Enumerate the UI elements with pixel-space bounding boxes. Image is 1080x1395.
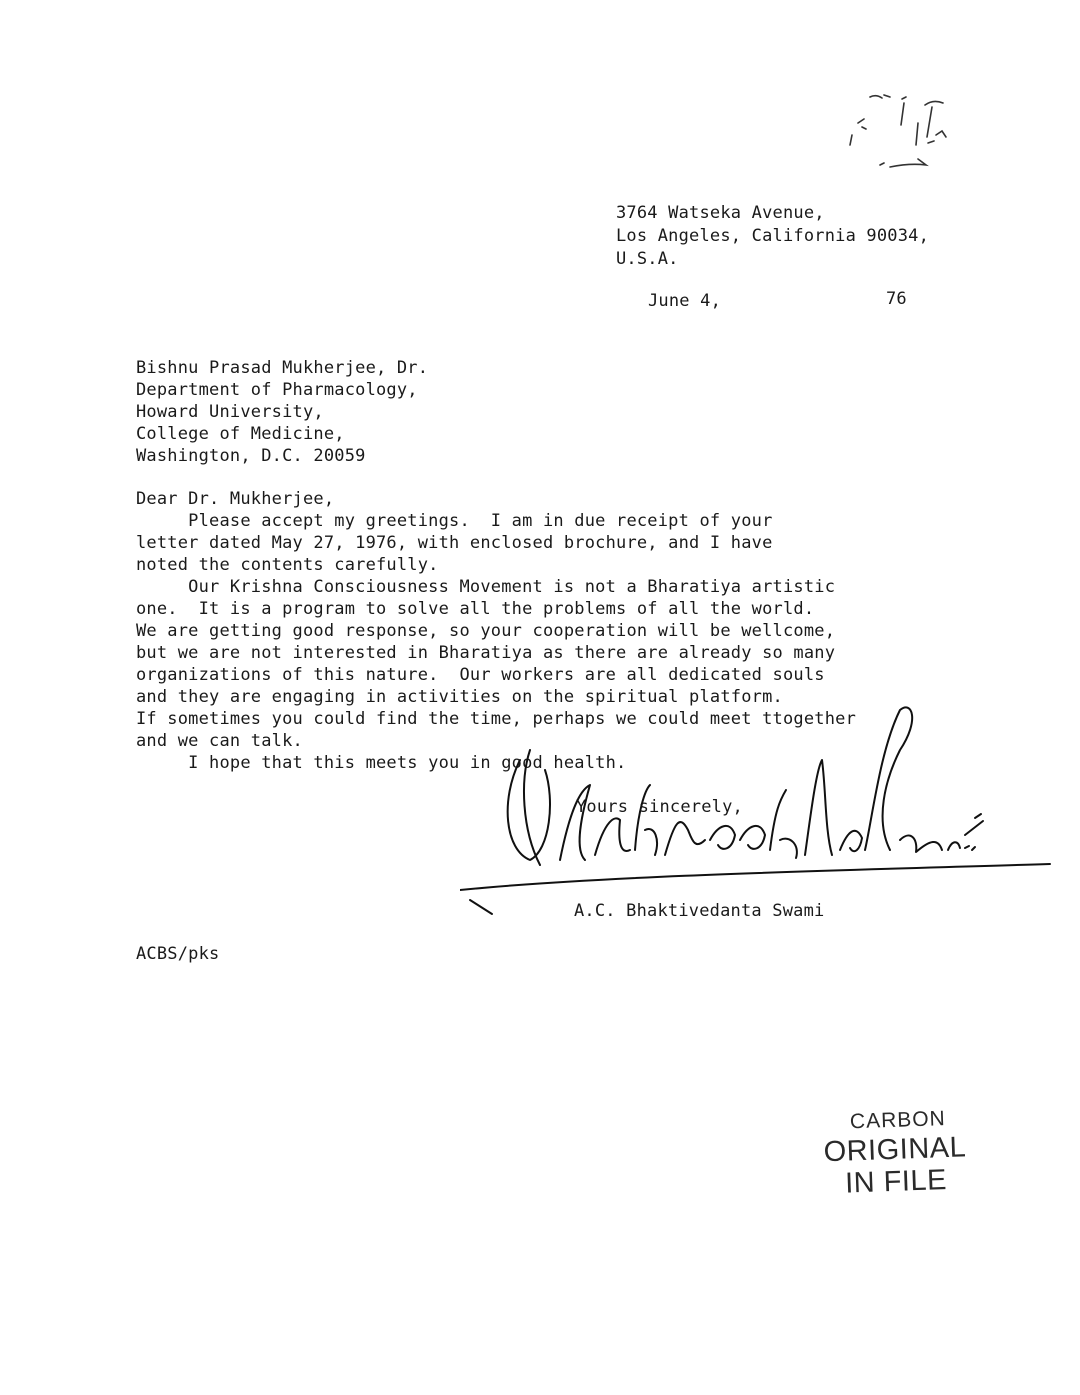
- recipient-city: Washington, D.C. 20059: [136, 446, 366, 466]
- body-line: I hope that this meets you in good health.: [136, 753, 627, 773]
- body-line: If sometimes you could find the time, perhaps we could meet ttogether: [136, 709, 857, 729]
- date-year: 76: [886, 289, 907, 309]
- body-line: and they are engaging in activities on the spiritual platform.: [136, 687, 783, 707]
- recipient-department: Department of Pharmacology,: [136, 380, 418, 400]
- stamp-line-1: CARBON: [849, 1107, 947, 1134]
- salutation: Dear Dr. Mukherjee,: [136, 489, 335, 509]
- reference-initials: ACBS/pks: [136, 944, 220, 964]
- recipient-name: Bishnu Prasad Mukherjee, Dr.: [136, 358, 429, 378]
- body-line: Our Krishna Consciousness Movement is not a Bharatiya artistic: [136, 577, 836, 597]
- body-line: letter dated May 27, 1976, with enclosed brochure, and I have: [136, 533, 773, 553]
- body-line: noted the contents carefully.: [136, 555, 439, 575]
- body-line: We are getting good response, so your cooperation will be wellcome,: [136, 621, 836, 641]
- signer-name: A.C. Bhaktivedanta Swami: [574, 901, 825, 921]
- body-line: Please accept my greetings. I am in due receipt of your: [136, 511, 773, 531]
- body-line: but we are not interested in Bharatiya as there are already so many: [136, 643, 836, 663]
- carbon-stamp: [798, 1105, 981, 1201]
- address-line-2: Los Angeles, California 90034,: [616, 226, 930, 246]
- date-month-day: June 4,: [648, 291, 722, 311]
- closing: Yours sincerely,: [576, 797, 743, 817]
- recipient-university: Howard University,: [136, 402, 324, 422]
- handwritten-notation-icon: [840, 85, 970, 175]
- stamp-line-2: ORIGINAL: [823, 1131, 967, 1169]
- handwritten-signature-icon: [460, 690, 1060, 920]
- stamp-line-3: IN FILE: [844, 1164, 948, 1200]
- body-line: organizations of this nature. Our workers are all dedicated souls: [136, 665, 825, 685]
- body-line: and we can talk.: [136, 731, 303, 751]
- address-line-1: 3764 Watseka Avenue,: [616, 203, 825, 223]
- body-line: one. It is a program to solve all the problems of all the world.: [136, 599, 815, 619]
- address-line-3: U.S.A.: [616, 249, 679, 269]
- recipient-college: College of Medicine,: [136, 424, 345, 444]
